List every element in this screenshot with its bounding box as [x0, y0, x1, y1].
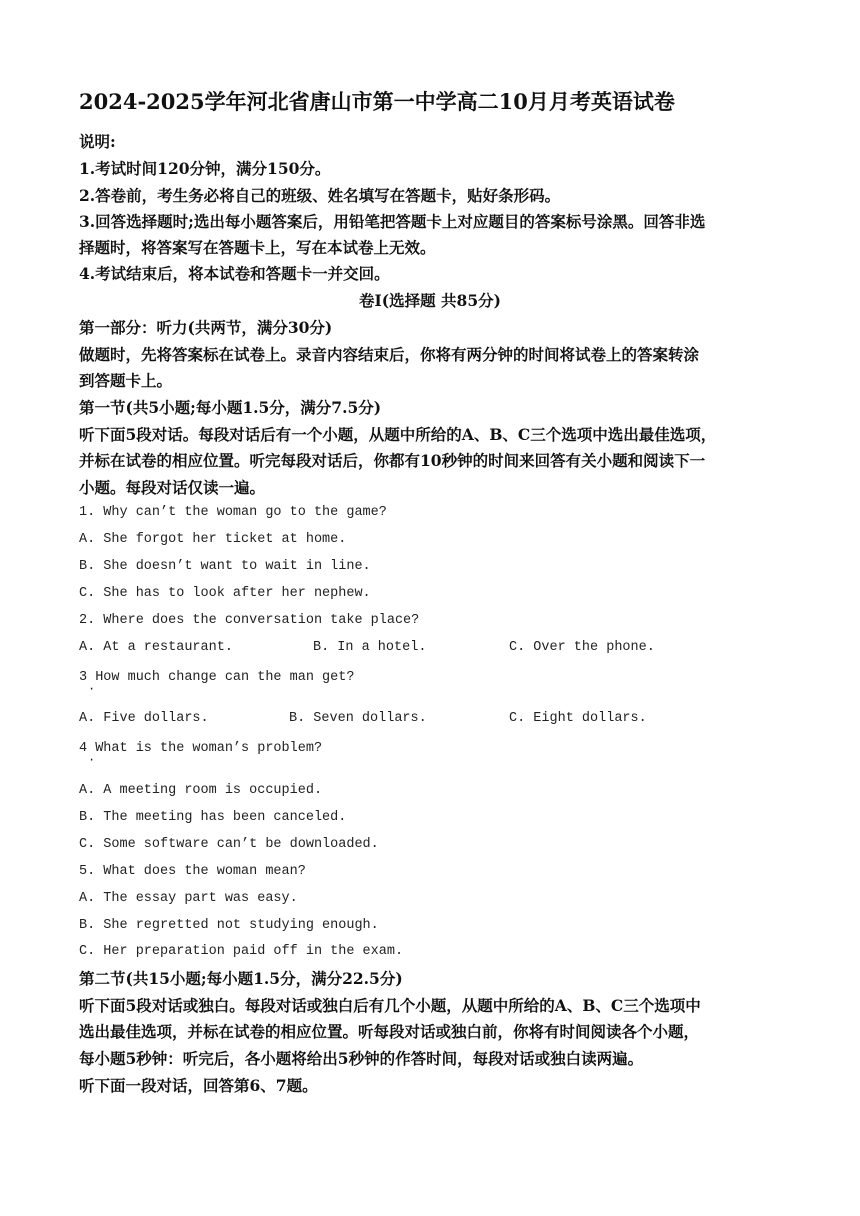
answer-option: C. Eight dollars. [509, 711, 647, 726]
section2-lead: 听下面一段对话，回答第6、7题。 [79, 1076, 318, 1095]
answer-option: B. In a hotel. [313, 640, 427, 655]
instruction-item: 4.考试结束后，将本试卷和答题卡一并交回。 [79, 264, 390, 283]
answer-option: C. Some software can’t be downloaded. [79, 837, 379, 852]
answer-option: C. Over the phone. [509, 640, 655, 655]
question-stem: 1. Why can’t the woman go to the game? [79, 505, 387, 520]
instruction-item: 择题时，将答案写在答题卡上，写在本试卷上无效。 [79, 238, 436, 257]
part1-note: 到答题卡上。 [79, 371, 173, 390]
answer-option: A. Five dollars. [79, 711, 209, 726]
section2-note: 听下面5段对话或独白。每段对话或独白后有几个小题，从题中所给的A、B、C三个选项中 [79, 996, 701, 1015]
instruction-item: 2.答卷前，考生务必将自己的班级、姓名填写在答题卡，贴好条形码。 [79, 186, 561, 205]
answer-option: B. Seven dollars. [289, 711, 427, 726]
section1-note: 听下面5段对话。每段对话后有一个小题，从题中所给的A、B、C三个选项中选出最佳选项， [79, 425, 717, 444]
period-mark: · [88, 753, 96, 767]
exam-title: 2024-2025学年河北省唐山市第一中学高二10月月考英语试卷 [79, 89, 675, 114]
answer-option: A. The essay part was easy. [79, 891, 298, 906]
period-mark: · [88, 682, 96, 696]
answer-option: B. She regretted not studying enough. [79, 918, 379, 933]
question-stem: 4 What is the woman’s problem? [79, 741, 323, 756]
section2-heading: 第二节(共15小题;每小题1.5分，满分22.5分) [79, 969, 403, 988]
instructions-heading: 说明: [79, 132, 116, 151]
section1-note: 并标在试卷的相应位置。听完每段对话后，你都有10秒钟的时间来回答有关小题和阅读下一 [79, 451, 706, 470]
answer-option: A. A meeting room is occupied. [79, 783, 323, 798]
answer-option: A. At a restaurant. [79, 640, 233, 655]
section2-note: 每小题5秒钟：听完后，各小题将给出5秒钟的作答时间，每段对话或独白读两遍。 [79, 1049, 644, 1068]
section1-heading: 第一节(共5小题;每小题1.5分，满分7.5分) [79, 398, 382, 417]
section1-note: 小题。每段对话仅读一遍。 [79, 478, 266, 497]
instruction-item: 3.回答选择题时;选出每小题答案后，用铅笔把答题卡上对应题目的答案标号涂黑。回答非选 [79, 212, 706, 231]
answer-option: A. She forgot her ticket at home. [79, 532, 347, 547]
part1-note: 做题时，先将答案标在试卷上。录音内容结束后，你将有两分钟的时间将试卷上的答案转涂 [79, 345, 700, 364]
instruction-item: 1.考试时间120分钟，满分150分。 [79, 159, 331, 178]
part1-heading: 第一部分：听力(共两节，满分30分) [79, 318, 333, 337]
question-stem: 2. Where does the conversation take place? [79, 613, 420, 628]
answer-option: B. The meeting has been canceled. [79, 810, 347, 825]
question-stem: 5. What does the woman mean? [79, 864, 306, 879]
answer-option: C. She has to look after her nephew. [79, 586, 371, 601]
answer-option: C. Her preparation paid off in the exam. [79, 944, 404, 959]
volume-header: 卷Ⅰ(选择题 共85分) [359, 291, 501, 310]
answer-option: B. She doesn’t want to wait in line. [79, 559, 371, 574]
section2-note: 选出最佳选项，并标在试卷的相应位置。听每段对话或独白前，你将有时间阅读各个小题， [79, 1022, 700, 1041]
question-stem: 3 How much change can the man get? [79, 670, 355, 685]
